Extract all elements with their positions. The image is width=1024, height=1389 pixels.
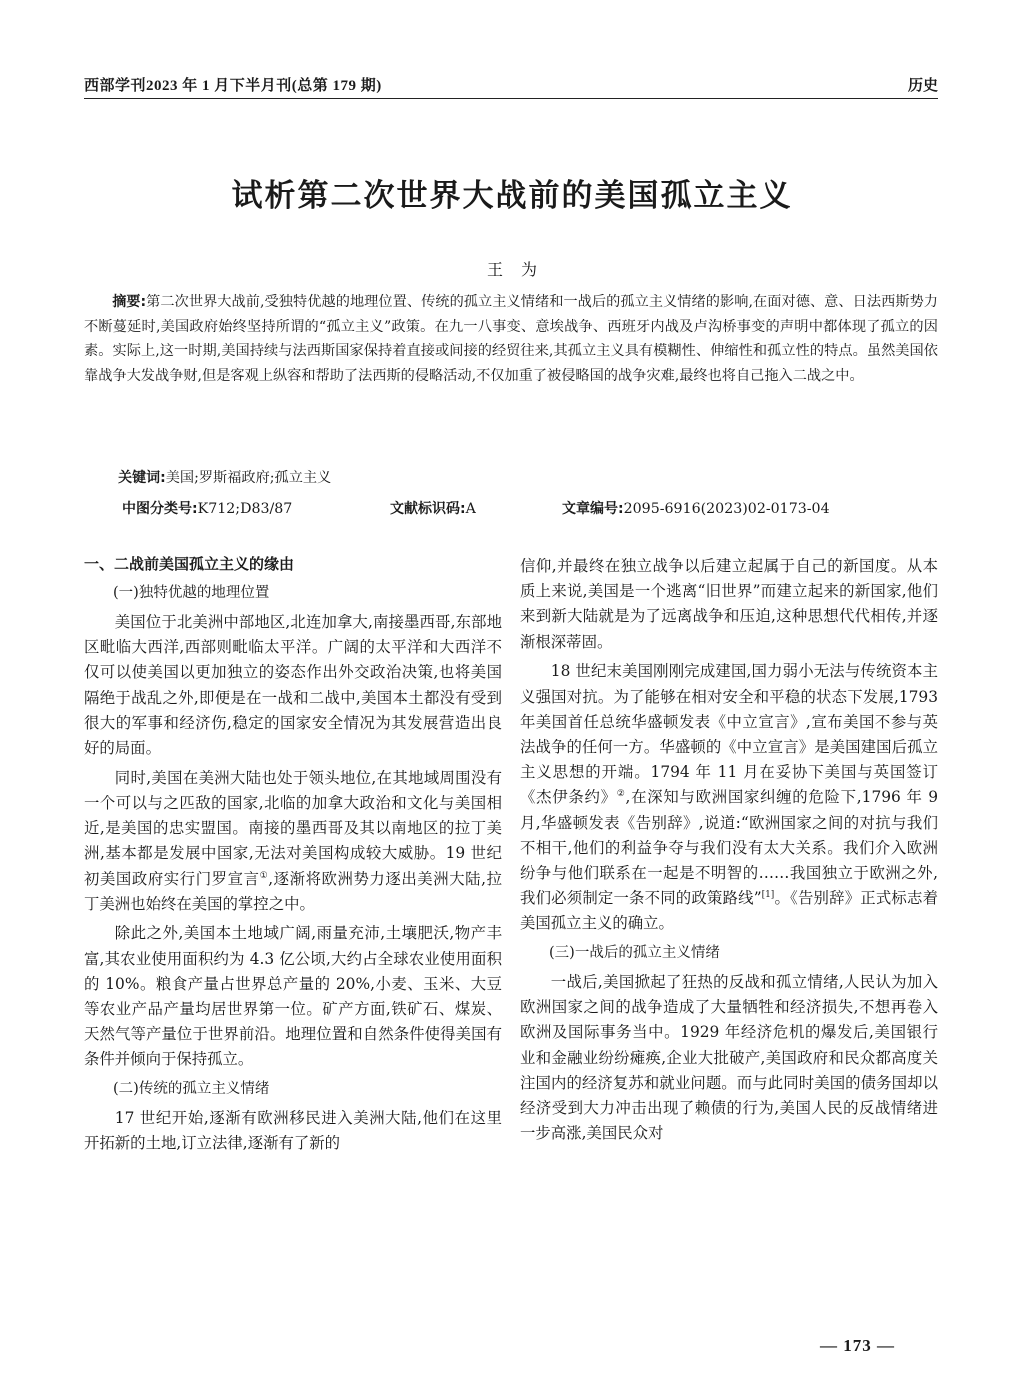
keywords-text: 美国;罗斯福政府;孤立主义 xyxy=(165,470,332,486)
subsection-heading: (一)独特优越的地理位置 xyxy=(113,585,270,601)
document-code xyxy=(390,497,476,521)
article-label: 文章编号: xyxy=(562,501,624,517)
abstract-label: 摘要: xyxy=(112,294,147,310)
author-name: 王为 xyxy=(486,260,555,279)
paragraph-continued: 信仰,并最终在独立战争以后建立起属于自己的新国度。从本质上来说,美国是一个逃离“旧世界”而建立起来的新国家,他们来到新大陆就是为了远离战争和压迫,这种思想代代相传,并逐渐根深蒂固。 xyxy=(520,557,938,651)
keywords xyxy=(84,466,938,490)
doc-label: 文献标识码: xyxy=(390,501,466,517)
clc-number xyxy=(122,497,292,521)
paragraph: 18 世纪末美国刚刚完成建国,国力弱小无法与传统资本主义强国对抗。为了能够在相对安全和平稳的状态下发展,1793 年美国首任总统华盛顿发表《中立宣言》,宣布美国不参与英法战争的任何一方。华盛顿的《中立宣言》是美国建国后孤立主义思想的开端。1794 年 11 月在妥协下美国与英国签订《杰伊条约》②,在深知与欧洲国家纠缠的危险下,1796 年 9 月,华盛顿发表《告别辞》,说道:“欧洲国家之间的对抗与我们不相干,他们的利益争夺与我们没有太大关系。我们介入欧洲纷争与他们联系在一起是不明智的……我国独立于欧洲之外,我们必须制定一条不同的政策路线”[1]。《告别辞》正式标志着美国孤立主义的确立。 xyxy=(520,662,938,933)
paragraph: 美国位于北美洲中部地区,北连加拿大,南接墨西哥,东部地区毗临大西洋,西部则毗临太平洋。广阔的太平洋和大西洋不仅可以使美国以更加独立的姿态作出外交政治决策,也将美国隔绝于战乱之外,即便是在一战和二战中,美国本土都没有受到很大的军事和经济伤,稳定的国家安全情况为其发展营造出良好的局面。 xyxy=(84,613,502,758)
section-name: 历史 xyxy=(907,76,938,94)
page-number: — 173 — xyxy=(820,1336,895,1355)
abstract xyxy=(84,290,938,388)
left-column xyxy=(84,552,502,1161)
clc-value: K712;D83/87 xyxy=(197,501,293,517)
running-header xyxy=(84,72,938,99)
subsection-heading: (三)一战后的孤立主义情绪 xyxy=(549,945,720,962)
paragraph: 17 世纪开始,逐渐有欧洲移民进入美洲大陆,他们在这里开拓新的土地,订立法律,逐渐有了新的 xyxy=(84,1109,502,1153)
journal-issue: 西部学刊2023 年 1 月下半月刊(总第 179 期) xyxy=(84,78,382,94)
paragraph: 一战后,美国掀起了狂热的反战和孤立情绪,人民认为加入欧洲国家之间的战争造成了大量牺牲和经济损失,不想再卷入欧洲及国际事务当中。1929 年经济危机的爆发后,美国银行业和金融业纷纷瘫痪,企业大批破产,美国政府和民众都高度关注国内的经济复苏和就业问题。而与此同时美国的债务国却以经济受到大力冲击出现了赖债的行为,美国人民的反战情绪进一步高涨,美国民众对 xyxy=(520,973,938,1143)
right-column xyxy=(520,554,938,1151)
abstract-text: 第二次世界大战前,受独特优越的地理位置、传统的孤立主义情绪和一战后的孤立主义情绪的影响,在面对德、意、日法西斯势力不断蔓延时,美国政府始终坚持所谓的“孤立主义”政策。在九一八事变、意埃战争、西班牙内战及卢沟桥事变的声明中都体现了孤立的因素。实际上,这一时期,美国持续与法西斯国家保持着直接或间接的经贸往来,其孤立主义具有模糊性、伸缩性和孤立性的特点。虽然美国依靠战争大发战争财,但是客观上纵容和帮助了法西斯的侵略活动,不仅加重了被侵略国的战争灾难,最终也将自己拖入二战之中。 xyxy=(84,294,938,384)
section-heading: 一、二战前美国孤立主义的缘由 xyxy=(84,555,295,573)
citation-ref: [1] xyxy=(761,890,775,901)
footnote-ref: ① xyxy=(259,870,269,881)
paragraph: 除此之外,美国本土地域广阔,雨量充沛,土壤肥沃,物产丰富,其农业使用面积约为 4.3 亿公顷,大约占全球农业使用面积的 10%。粮食产量占世界总产量的 20%,小麦、玉米、大豆等农业产品产量均居世界第一位。矿产方面,铁矿石、煤炭、天然气等产量位于世界前沿。地理位置和自然条件使得美国有条件并倾向于保持孤立。 xyxy=(84,924,502,1069)
footnote-ref: ② xyxy=(616,789,626,800)
subsection-heading: (二)传统的孤立主义情绪 xyxy=(113,1081,270,1098)
article-value: 2095-6916(2023)02-0173-04 xyxy=(623,501,830,517)
keywords-label: 关键词: xyxy=(118,470,166,486)
doc-value: A xyxy=(465,501,476,517)
clc-label: 中图分类号: xyxy=(122,501,198,517)
article-title: 试析第二次世界大战前的美国孤立主义 xyxy=(231,178,793,214)
paragraph: 同时,美国在美洲大陆也处于领头地位,在其地域周围没有一个可以与之匹敌的国家,北临的加拿大政治和文化与美国相近,是美国的忠实盟国。南接的墨西哥及其以南地区的拉丁美洲,基本都是发展中国家,无法对美国构成较大威胁。19 世纪初美国政府实行门罗宣言①,逐渐将欧洲势力逐出美洲大陆,拉丁美洲也始终在美国的掌控之中。 xyxy=(84,768,502,913)
article-number xyxy=(562,497,830,521)
classification-line xyxy=(84,497,938,521)
